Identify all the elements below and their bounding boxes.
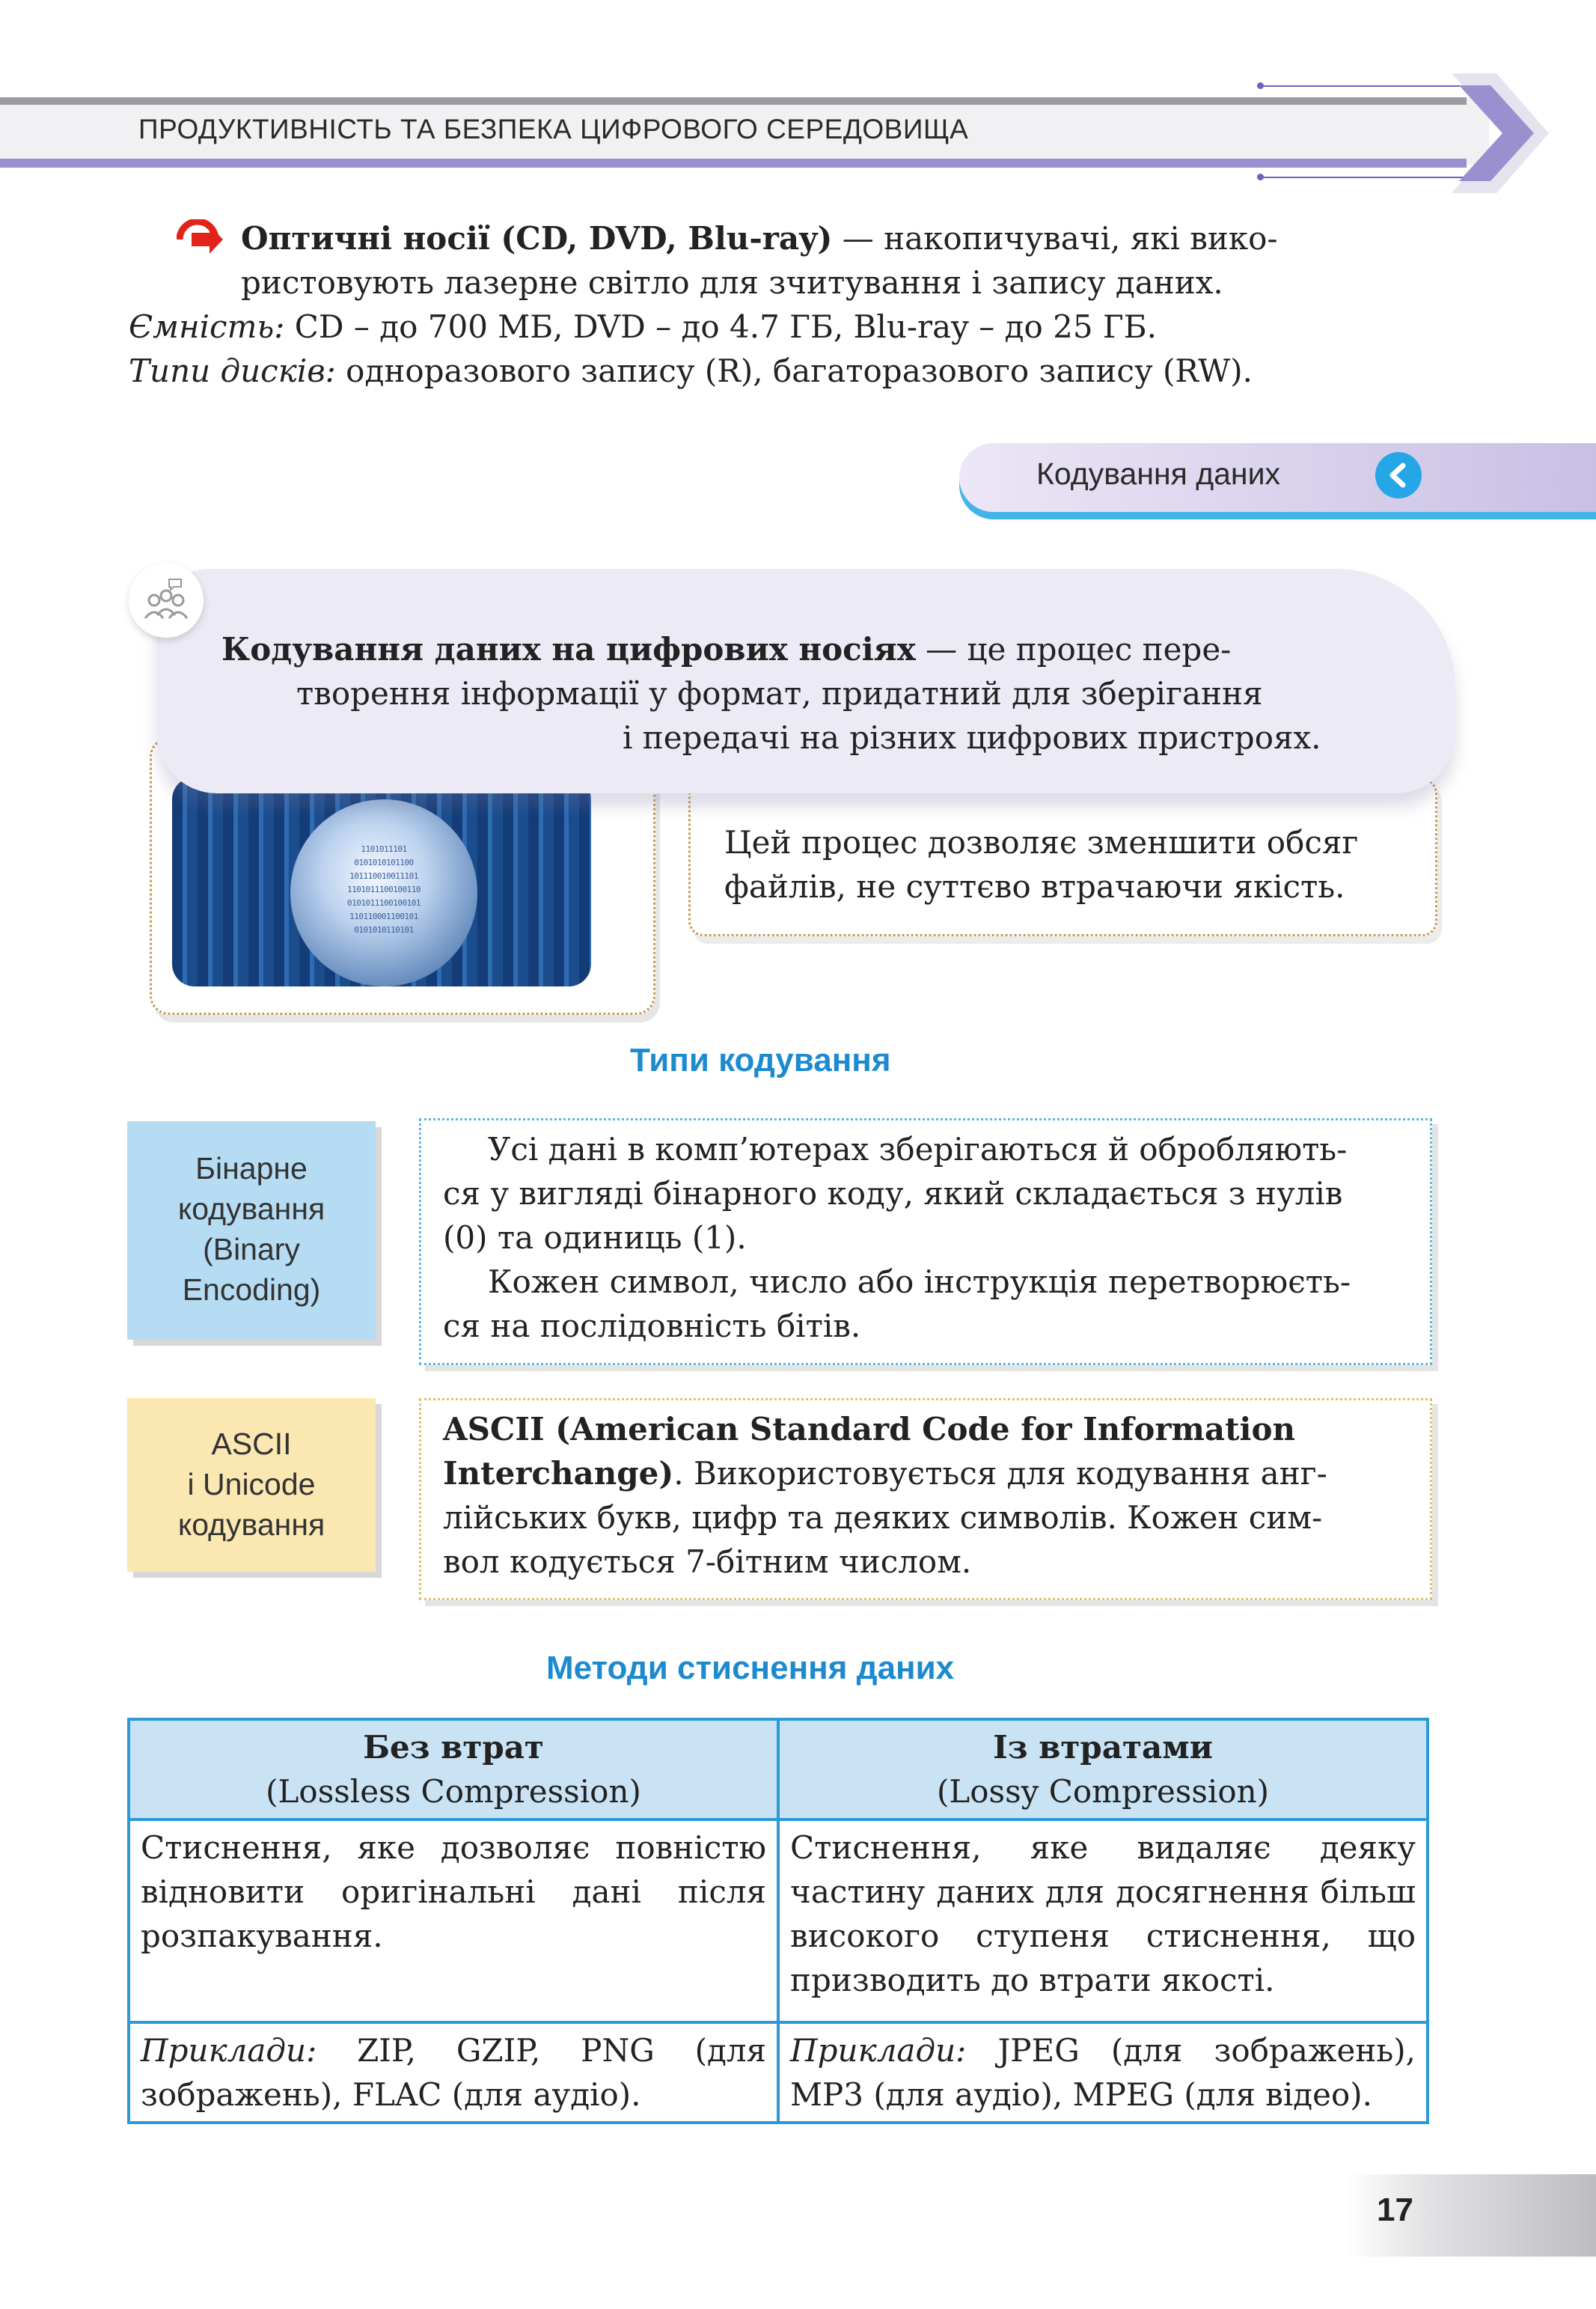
ascii-line-2: [443, 1451, 1327, 1495]
lossless-examples-cell: [129, 2022, 778, 2123]
optical-line1-rest: — накопичувачі, які вико-: [832, 220, 1278, 257]
callout-line-2: файлів, не суттєво втрачаючи якість.: [724, 868, 1345, 905]
lossy-examples: JPEG (для зображень), MP3 (для аудіо), MPEG (для відео).: [790, 2032, 1416, 2113]
ascii-line-4: вол кодується 7-бітним числом.: [443, 1543, 972, 1580]
table-row: [129, 1820, 1428, 2022]
ascii-line-3: лійських букв, цифр та деяких символів. Кожен сим-: [443, 1499, 1323, 1536]
lossy-header: [778, 1719, 1428, 1820]
tag-line: ASCII: [211, 1427, 292, 1461]
lossless-examples-label: Приклади:: [141, 2032, 317, 2069]
types-label: Типи дисків:: [129, 353, 336, 389]
optical-line-2: ристовують лазерне світло для зчитування і запису даних.: [241, 264, 1223, 301]
header-decor-dot: [1257, 174, 1264, 180]
lossy-subtitle: (Lossy Compression): [936, 1773, 1270, 1810]
chevron-left-icon[interactable]: [1375, 452, 1422, 498]
encoding-types-heading: Типи кодування: [630, 1042, 891, 1079]
tag-line: Бінарне: [195, 1151, 308, 1186]
tag-line: кодування: [177, 1507, 325, 1542]
globe-sphere: 1101011101 0101010101100 101110010011101 1101011100100110 0101011100100101 110110001100101 0101010110101: [290, 799, 477, 986]
page-number: 17: [1377, 2191, 1413, 2228]
header-arrow-icon: [1444, 73, 1556, 193]
section-pill-label: Кодування даних: [1036, 457, 1280, 491]
header-decor-dot: [1257, 82, 1264, 89]
compression-heading: Методи стиснення даних: [546, 1650, 955, 1686]
tag-line: і Unicode: [187, 1467, 316, 1501]
compression-table: [127, 1718, 1429, 2124]
definition-line-2: творення інформації у формат, придатний для зберігання: [296, 675, 1263, 712]
optical-line-1: [241, 216, 1278, 260]
types-text: одноразового запису (R), багаторазового запису (RW).: [335, 353, 1253, 389]
optical-term: Оптичні носії (CD, DVD, Blu-ray): [241, 220, 833, 257]
red-arrow-icon: [177, 219, 224, 260]
lossless-header: [129, 1719, 778, 1820]
definition-line1-rest: — це процес пере-: [915, 631, 1232, 668]
table-header-row: [129, 1719, 1428, 1820]
lossy-description: Стиснення, яке видаляє деяку частину даних для досягнення більш високого ступеня стиснення, що призводить до втрати якості.: [790, 1829, 1416, 1998]
chapter-title: ПРОДУКТИВНІСТЬ ТА БЕЗПЕКА ЦИФРОВОГО СЕРЕДОВИЩА: [138, 114, 969, 144]
ascii-line-1: ASCII (American Standard Code for Information: [443, 1411, 1296, 1448]
binary-globe-image: [172, 777, 591, 986]
optical-capacity: [129, 305, 1157, 349]
lossless-description: Стиснення, яке дозволяє повністю відновити оригінальні дані після розпакування.: [141, 1829, 767, 1954]
header-line-top: [0, 97, 1467, 105]
lossless-title: Без втрат: [363, 1729, 544, 1766]
binary-line: Усі дані в комп’ютерах зберігаються й обробляють-: [488, 1131, 1348, 1168]
capacity-text: CD – до 700 МБ, DVD – до 4.7 ГБ, Blu-ray – до 25 ГБ.: [284, 308, 1157, 345]
definition-line-3: і передачі на різних цифрових пристроях.: [623, 719, 1321, 756]
lossy-examples-cell: [778, 2022, 1428, 2123]
capacity-label: Ємність:: [129, 308, 285, 345]
binary-line: Кожен символ, число або інструкція перетворюєть-: [488, 1263, 1351, 1300]
optical-types: [129, 349, 1253, 393]
binary-line: ся на послідовність бітів.: [443, 1308, 861, 1344]
tag-line: Encoding): [182, 1272, 321, 1307]
binary-line: (0) та одиниць (1).: [443, 1219, 747, 1256]
lossless-subtitle: (Lossless Compression): [266, 1773, 641, 1810]
lossless-examples: ZIP, GZIP, PNG (для зображень), FLAC (для аудіо).: [141, 2032, 767, 2113]
tag-line: (Binary: [203, 1232, 300, 1266]
binary-encoding-tag: [127, 1121, 376, 1340]
callout-line-1: Цей процес дозволяє зменшити обсяг: [724, 824, 1359, 861]
people-discussion-icon: [129, 563, 204, 638]
lossy-examples-label: Приклади:: [790, 2032, 967, 2069]
lossless-description-cell: [129, 1820, 778, 2022]
header-line-bottom: [0, 159, 1467, 168]
definition-term: Кодування даних на цифрових носіях: [221, 631, 916, 668]
table-row: [129, 2022, 1428, 2123]
lossy-title: Із втратами: [993, 1729, 1213, 1766]
ascii-unicode-tag: [127, 1398, 376, 1572]
definition-line-1: [221, 627, 1231, 671]
ascii-line2-rest: . Використовується для кодування анг-: [673, 1455, 1327, 1492]
lossy-description-cell: [778, 1820, 1428, 2022]
binary-line: ся у вигляді бінарного коду, який складається з нулів: [443, 1175, 1343, 1212]
ascii-term-end: Interchange): [443, 1455, 674, 1492]
tag-line: кодування: [177, 1192, 325, 1226]
